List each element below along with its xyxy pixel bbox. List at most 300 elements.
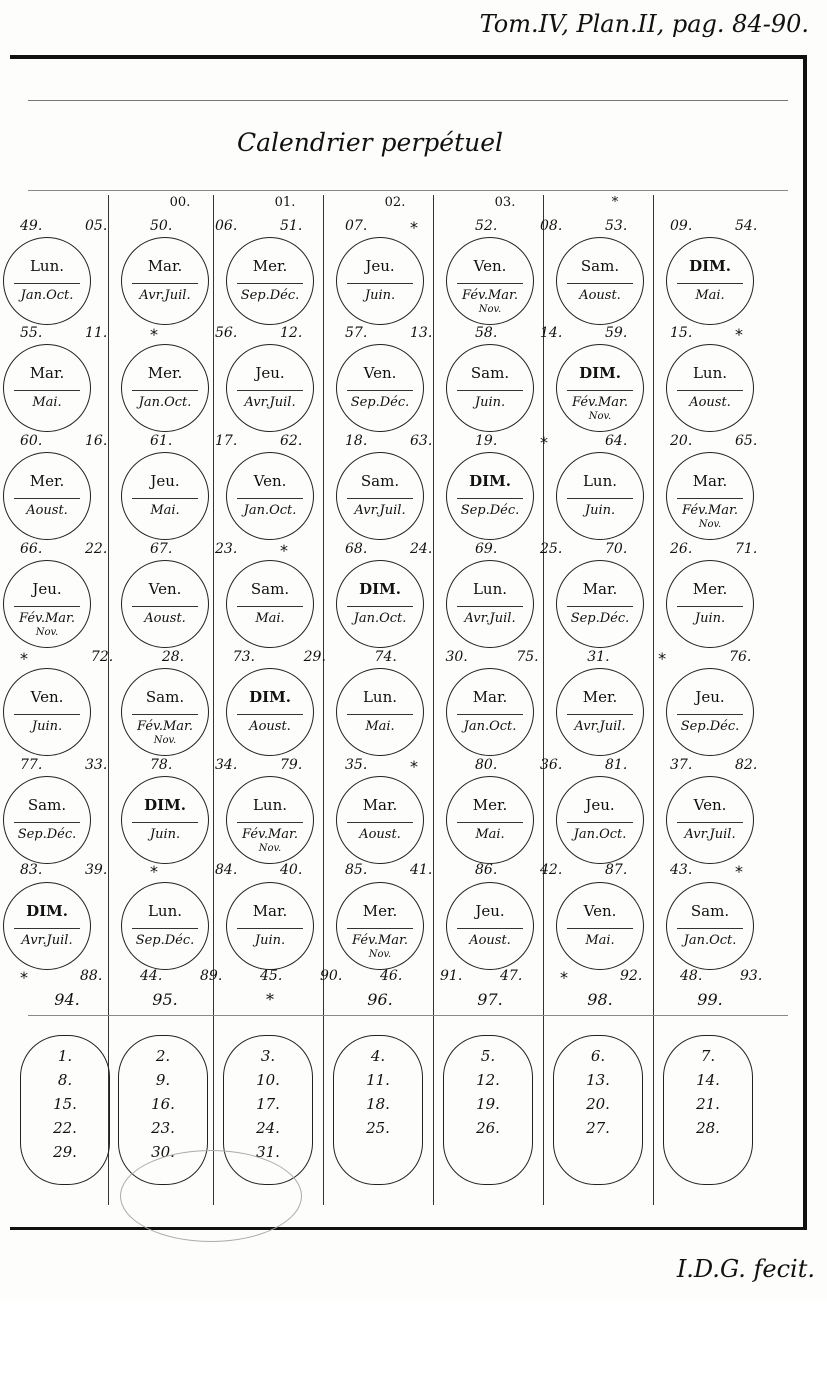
- weekday-label: Mar.: [147, 257, 183, 275]
- circle-rule: [14, 283, 79, 284]
- year-number: 65.: [735, 433, 758, 449]
- month-label: Aoust.: [579, 288, 621, 303]
- weekday-circle: [446, 560, 534, 648]
- circle-rule: [567, 928, 632, 929]
- weekday-label: Jeu.: [150, 472, 180, 490]
- year-number: 16.: [85, 433, 108, 449]
- weekday-circle: [3, 776, 91, 864]
- year-number: 06.: [215, 218, 238, 234]
- year-number: 82.: [735, 757, 758, 773]
- weekday-circle: [3, 237, 91, 325]
- month-label: Fév.Mar.: [462, 288, 518, 303]
- circle-rule: [347, 498, 412, 499]
- circle-rule: [567, 822, 632, 823]
- circle-rule: [237, 606, 302, 607]
- weekday-label: DIM.: [26, 902, 68, 920]
- year-number: 73.: [232, 649, 255, 665]
- year-number: 19.: [475, 433, 498, 449]
- weekday-circle: [121, 776, 209, 864]
- day-number: 28.: [696, 1119, 720, 1137]
- day-number: 16.: [151, 1095, 175, 1113]
- year-number: 52.: [475, 218, 498, 234]
- year-number: 15.: [670, 325, 693, 341]
- weekday-circle: [121, 668, 209, 756]
- year-number: 62.: [280, 433, 303, 449]
- month-label: Fév.Mar.: [352, 933, 408, 948]
- weekday-label: Mar.: [29, 364, 65, 382]
- day-number: 15.: [53, 1095, 77, 1113]
- weekday-label: Jeu.: [365, 257, 395, 275]
- year-number: 78.: [150, 757, 173, 773]
- day-number: 13.: [586, 1071, 610, 1089]
- day-number: 27.: [586, 1119, 610, 1137]
- weekday-circle: [226, 882, 314, 970]
- month-label: Aoust.: [144, 611, 186, 626]
- day-number: 11.: [366, 1071, 390, 1089]
- star-mark: *: [20, 968, 28, 987]
- year-number: 33.: [85, 757, 108, 773]
- weekday-label: Ven.: [473, 257, 507, 275]
- year-number: 85.: [345, 862, 368, 878]
- weekday-label: Sam.: [145, 688, 185, 706]
- weekday-label: Sam.: [690, 902, 730, 920]
- day-number: 3.: [260, 1047, 276, 1065]
- weekday-circle: [3, 452, 91, 540]
- circle-rule: [132, 283, 197, 284]
- weekday-circle: [446, 668, 534, 756]
- weekday-circle: [226, 668, 314, 756]
- year-number: 25.: [540, 541, 563, 557]
- weekday-circle: [3, 344, 91, 432]
- weekday-label: Ven.: [363, 364, 397, 382]
- column-header: 00.: [169, 195, 191, 210]
- weekday-circle: [226, 344, 314, 432]
- star-mark: *: [410, 757, 418, 776]
- weekday-label: Lun.: [29, 257, 65, 275]
- year-number: 60.: [20, 433, 43, 449]
- year-number: 86.: [475, 862, 498, 878]
- footer-year-label: 97.: [477, 990, 503, 1009]
- column-header: 02.: [384, 195, 406, 210]
- weekday-label: Lun.: [252, 796, 288, 814]
- month-label: Sep.Déc.: [460, 503, 520, 518]
- weekday-circle: [121, 452, 209, 540]
- year-number: 55.: [20, 325, 43, 341]
- month-label: Juin.: [474, 395, 506, 410]
- weekday-label: Mar.: [472, 688, 508, 706]
- page-title: Calendrier perpétuel: [236, 128, 504, 157]
- year-number: 92.: [620, 968, 643, 984]
- circle-rule: [14, 714, 79, 715]
- month-label: Sep.Déc.: [680, 719, 740, 734]
- year-number: 87.: [605, 862, 628, 878]
- day-number: 12.: [476, 1071, 500, 1089]
- weekday-circle: [3, 560, 91, 648]
- year-number: 43.: [670, 862, 693, 878]
- year-number: 08.: [540, 218, 563, 234]
- year-number: 29.: [303, 649, 326, 665]
- weekday-circle: [3, 882, 91, 970]
- column-divider: [213, 195, 214, 1205]
- year-number: 72.: [90, 649, 114, 665]
- circle-rule: [347, 928, 412, 929]
- weekday-circle: [446, 452, 534, 540]
- year-number: 57.: [345, 325, 368, 341]
- day-of-month-oval: [20, 1035, 110, 1185]
- year-number: 26.: [670, 541, 693, 557]
- weekday-label: DIM.: [469, 472, 511, 490]
- year-number: 70.: [605, 541, 628, 557]
- year-number: 14.: [540, 325, 563, 341]
- circle-rule: [132, 498, 197, 499]
- month-label: Aoust.: [249, 719, 291, 734]
- month-label: Jan.Oct.: [243, 503, 297, 518]
- circle-rule: [132, 606, 197, 607]
- year-number: 24.: [410, 541, 433, 557]
- month-label: Juin.: [364, 288, 396, 303]
- star-mark: *: [280, 541, 288, 560]
- month-label: Juin.: [254, 933, 286, 948]
- month-label: Aoust.: [469, 933, 511, 948]
- day-number: 7.: [700, 1047, 716, 1065]
- weekday-circle: [556, 237, 644, 325]
- month-label: Mai.: [695, 288, 725, 303]
- circle-rule: [677, 928, 742, 929]
- circle-rule: [14, 498, 79, 499]
- weekday-circle: [556, 452, 644, 540]
- weekday-circle: [666, 882, 754, 970]
- weekday-label: Mar.: [582, 580, 618, 598]
- weekday-circle: [446, 882, 534, 970]
- weekday-label: Ven.: [693, 796, 727, 814]
- day-number: 17.: [256, 1095, 280, 1113]
- circle-rule: [677, 390, 742, 391]
- year-number: 66.: [20, 541, 43, 557]
- weekday-label: Sam.: [27, 796, 67, 814]
- month-label: Fév.Mar.: [242, 827, 298, 842]
- circle-rule: [14, 606, 79, 607]
- month-label-secondary: Nov.: [258, 843, 282, 854]
- month-label: Mai.: [475, 827, 505, 842]
- weekday-circle: [336, 776, 424, 864]
- month-label: Juin.: [584, 503, 616, 518]
- day-of-month-oval: [553, 1035, 643, 1185]
- weekday-label: Jeu.: [475, 902, 505, 920]
- weekday-circle: [556, 668, 644, 756]
- weekday-label: DIM.: [359, 580, 401, 598]
- circle-rule: [457, 283, 522, 284]
- year-number: 88.: [80, 968, 103, 984]
- month-label: Avr.Juil.: [21, 933, 73, 948]
- month-label: Jan.Oct.: [20, 288, 74, 303]
- month-label: Jan.Oct.: [353, 611, 407, 626]
- weekday-label: Ven.: [30, 688, 64, 706]
- month-label: Avr.Juil.: [244, 395, 296, 410]
- circle-rule: [677, 498, 742, 499]
- year-number: 18.: [345, 433, 368, 449]
- day-number: 20.: [586, 1095, 610, 1113]
- year-number: 91.: [440, 968, 463, 984]
- day-number: 24.: [256, 1119, 280, 1137]
- circle-rule: [237, 390, 302, 391]
- title-rule: [28, 190, 788, 191]
- circle-rule: [237, 928, 302, 929]
- circle-rule: [132, 822, 197, 823]
- year-number: 64.: [605, 433, 628, 449]
- month-label: Mai.: [585, 933, 615, 948]
- day-number: 1.: [57, 1047, 73, 1065]
- star-mark: *: [20, 649, 28, 668]
- day-number: 8.: [57, 1071, 73, 1089]
- year-number: 45.: [260, 968, 283, 984]
- month-label: Sep.Déc.: [240, 288, 300, 303]
- circle-rule: [567, 390, 632, 391]
- year-number: 54.: [735, 218, 758, 234]
- footer-year-label: 95.: [152, 990, 178, 1009]
- circle-rule: [457, 498, 522, 499]
- circle-rule: [14, 822, 79, 823]
- month-label: Juin.: [31, 719, 63, 734]
- circle-rule: [677, 606, 742, 607]
- day-number: 14.: [696, 1071, 720, 1089]
- year-number: 56.: [215, 325, 238, 341]
- circle-rule: [237, 498, 302, 499]
- engraver-signature: I.D.G. fecit.: [676, 1255, 815, 1283]
- month-label: Jan.Oct.: [463, 719, 517, 734]
- footer-year-label: 96.: [367, 990, 393, 1009]
- circle-rule: [237, 822, 302, 823]
- year-number: 34.: [215, 757, 238, 773]
- column-divider: [433, 195, 434, 1205]
- star-mark: *: [540, 433, 548, 452]
- weekday-circle: [666, 776, 754, 864]
- footer-rule: [28, 1015, 788, 1016]
- weekday-circle: [336, 344, 424, 432]
- month-label: Aoust.: [689, 395, 731, 410]
- year-number: 47.: [500, 968, 523, 984]
- weekday-label: Ven.: [148, 580, 182, 598]
- month-label-secondary: Nov.: [368, 949, 392, 960]
- weekday-circle: [666, 452, 754, 540]
- month-label-secondary: Nov.: [478, 304, 502, 315]
- star-mark: *: [735, 325, 743, 344]
- weekday-circle: [226, 452, 314, 540]
- circle-rule: [132, 714, 197, 715]
- month-label-secondary: Nov.: [153, 735, 177, 746]
- footer-year-label: 98.: [587, 990, 613, 1009]
- month-label: Fév.Mar.: [137, 719, 193, 734]
- year-number: 17.: [215, 433, 238, 449]
- month-label: Juin.: [149, 827, 181, 842]
- circle-rule: [457, 928, 522, 929]
- month-label: Sep.Déc.: [17, 827, 77, 842]
- year-number: 46.: [380, 968, 403, 984]
- day-number: 26.: [476, 1119, 500, 1137]
- circle-rule: [347, 283, 412, 284]
- weekday-circle: [336, 452, 424, 540]
- weekday-label: Lun.: [692, 364, 728, 382]
- weekday-label: Sam.: [250, 580, 290, 598]
- month-label: Sep.Déc.: [350, 395, 410, 410]
- month-label: Avr.Juil.: [574, 719, 626, 734]
- weekday-label: DIM.: [249, 688, 291, 706]
- year-number: 81.: [605, 757, 628, 773]
- day-number: 31.: [256, 1143, 280, 1161]
- year-number: 80.: [475, 757, 498, 773]
- star-mark: *: [410, 218, 418, 237]
- month-label: Aoust.: [26, 503, 68, 518]
- column-header: 03.: [494, 195, 516, 210]
- weekday-label: Mer.: [692, 580, 728, 598]
- weekday-label: Mar.: [692, 472, 728, 490]
- year-number: 59.: [605, 325, 628, 341]
- year-number: 83.: [20, 862, 43, 878]
- circle-rule: [567, 283, 632, 284]
- day-number: 18.: [366, 1095, 390, 1113]
- year-number: 67.: [150, 541, 173, 557]
- weekday-circle: [336, 668, 424, 756]
- year-number: 12.: [280, 325, 303, 341]
- weekday-circle: [556, 776, 644, 864]
- footer-year-label: 99.: [697, 990, 723, 1009]
- column-divider: [323, 195, 324, 1205]
- month-label: Jan.Oct.: [138, 395, 192, 410]
- year-number: 75.: [516, 649, 539, 665]
- star-mark: *: [266, 990, 274, 1009]
- year-number: 68.: [345, 541, 368, 557]
- page-reference: Tom.IV, Plan.II, pag. 84-90.: [479, 10, 809, 38]
- year-number: 48.: [680, 968, 703, 984]
- year-number: 93.: [740, 968, 763, 984]
- month-label-secondary: Nov.: [588, 411, 612, 422]
- day-number: 2.: [155, 1047, 171, 1065]
- weekday-circle: [336, 237, 424, 325]
- weekday-circle: [666, 237, 754, 325]
- year-number: 58.: [475, 325, 498, 341]
- circle-rule: [347, 714, 412, 715]
- circle-rule: [347, 606, 412, 607]
- weekday-circle: [121, 237, 209, 325]
- weekday-circle: [446, 776, 534, 864]
- weekday-circle: [121, 344, 209, 432]
- day-number: 29.: [53, 1143, 77, 1161]
- weekday-circle: [556, 344, 644, 432]
- weekday-circle: [226, 560, 314, 648]
- weekday-label: Mer.: [362, 902, 398, 920]
- weekday-label: Lun.: [147, 902, 183, 920]
- month-label: Juin.: [694, 611, 726, 626]
- year-number: 22.: [85, 541, 108, 557]
- month-label: Mai.: [255, 611, 285, 626]
- circle-rule: [567, 714, 632, 715]
- year-number: 35.: [345, 757, 368, 773]
- circle-rule: [237, 283, 302, 284]
- column-header: 01.: [274, 195, 296, 210]
- weekday-circle: [666, 344, 754, 432]
- star-mark: *: [658, 649, 667, 668]
- weekday-label: Mar.: [252, 902, 288, 920]
- star-mark: *: [735, 862, 743, 881]
- year-number: 36.: [540, 757, 563, 773]
- weekday-circle: [556, 560, 644, 648]
- year-number: 40.: [280, 862, 303, 878]
- month-label: Aoust.: [359, 827, 401, 842]
- weekday-label: Lun.: [362, 688, 398, 706]
- weekday-label: Lun.: [472, 580, 508, 598]
- day-number: 23.: [151, 1119, 175, 1137]
- day-number: 30.: [151, 1143, 175, 1161]
- month-label-secondary: Nov.: [35, 627, 59, 638]
- weekday-circle: [666, 560, 754, 648]
- month-label: Mai.: [150, 503, 180, 518]
- weekday-label: Mer.: [582, 688, 618, 706]
- top-rule: [28, 100, 788, 101]
- day-of-month-oval: [663, 1035, 753, 1185]
- year-number: 71.: [735, 541, 758, 557]
- year-number: 61.: [150, 433, 173, 449]
- month-label: Sep.Déc.: [135, 933, 195, 948]
- year-number: 09.: [670, 218, 693, 234]
- circle-rule: [457, 390, 522, 391]
- circle-rule: [677, 714, 742, 715]
- column-divider: [543, 195, 544, 1205]
- circle-rule: [567, 498, 632, 499]
- weekday-label: Jeu.: [585, 796, 615, 814]
- day-number: 22.: [53, 1119, 77, 1137]
- year-number: 39.: [85, 862, 108, 878]
- day-of-month-oval: [333, 1035, 423, 1185]
- year-number: 63.: [410, 433, 433, 449]
- year-number: 69.: [475, 541, 498, 557]
- day-number: 25.: [366, 1119, 390, 1137]
- circle-rule: [132, 390, 197, 391]
- weekday-label: DIM.: [689, 257, 731, 275]
- circle-rule: [457, 822, 522, 823]
- weekday-circle: [446, 344, 534, 432]
- year-number: 13.: [410, 325, 433, 341]
- year-number: 31.: [587, 649, 610, 665]
- day-number: 6.: [590, 1047, 606, 1065]
- weekday-label: Mar.: [362, 796, 398, 814]
- day-number: 10.: [256, 1071, 280, 1089]
- weekday-label: Jeu.: [255, 364, 285, 382]
- weekday-circle: [226, 776, 314, 864]
- footer-year-label: 94.: [54, 990, 80, 1009]
- year-number: 76.: [729, 649, 752, 665]
- star-mark: *: [150, 325, 158, 344]
- year-number: 07.: [345, 218, 368, 234]
- circle-rule: [14, 928, 79, 929]
- circle-rule: [677, 822, 742, 823]
- year-number: 77.: [20, 757, 43, 773]
- weekday-label: Lun.: [582, 472, 618, 490]
- weekday-label: Jeu.: [695, 688, 725, 706]
- circle-rule: [237, 714, 302, 715]
- year-number: 44.: [140, 968, 163, 984]
- day-number: 21.: [696, 1095, 720, 1113]
- year-number: 50.: [150, 218, 173, 234]
- weekday-label: DIM.: [144, 796, 186, 814]
- star-mark: *: [560, 968, 568, 987]
- month-label: Jan.Oct.: [683, 933, 737, 948]
- year-number: 11.: [85, 325, 108, 341]
- column-divider: [653, 195, 654, 1205]
- month-label: Mai.: [32, 395, 62, 410]
- weekday-circle: [666, 668, 754, 756]
- month-label: Fév.Mar.: [572, 395, 628, 410]
- year-number: 51.: [280, 218, 303, 234]
- weekday-circle: [121, 560, 209, 648]
